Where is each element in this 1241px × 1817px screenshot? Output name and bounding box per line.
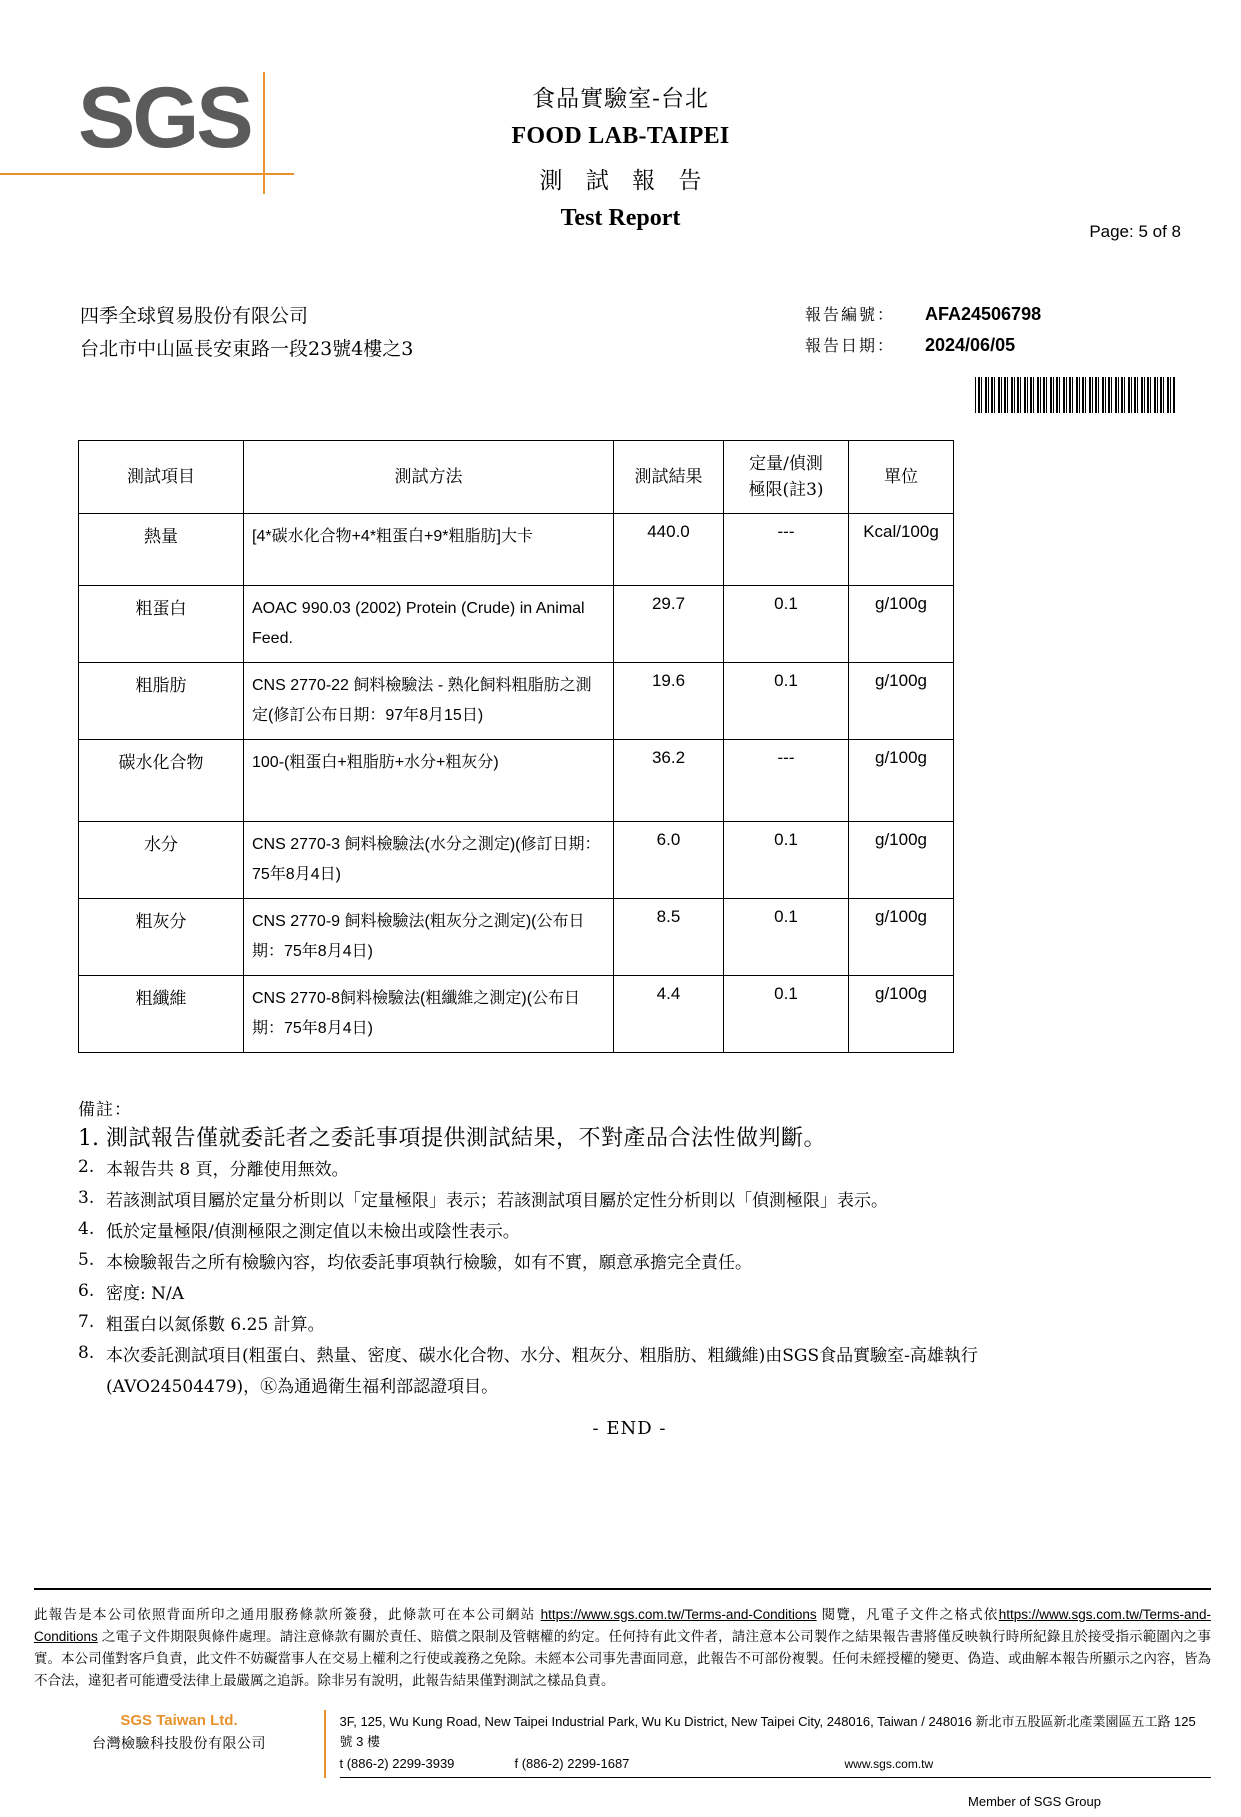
cell-item: 粗灰分	[79, 899, 244, 976]
address-en: 3F, 125, Wu Kung Road, New Taipei Industrial Park, Wu Ku District, New Taipei City, 248016, Taiwan	[339, 1713, 918, 1729]
cell-unit: g/100g	[849, 663, 954, 740]
note-number: 6.	[78, 1281, 95, 1301]
col-header-method: 測試方法	[244, 441, 614, 514]
disclaimer-text-3: 之電子文件期限與條件處理。請注意條款有關於責任、賠償之限制及管轄權的約定。任何持有此文件者，請注意本公司製作之結果報告書將僅反映執行時所紀錄且於接受指示範圍內之事實。本公司僅對客戶負責，此文件不妨礙當事人在交易上權利之行使或義務之免除。未經本公司事先書面同意，此報告不可部份複製。任何未經授權的變更、偽造、或曲解本報告所顯示之內容，皆為不合法，違犯者可能遭受法律上最嚴厲之追訴。除非另有說明，此報告結果僅對測試之樣品負責。	[34, 1628, 1211, 1688]
col-header-result: 測試結果	[614, 441, 724, 514]
cell-result: 29.7	[614, 586, 724, 663]
note-number: 1.	[78, 1126, 99, 1151]
footer-vertical-rule	[324, 1710, 326, 1778]
note-item-8-continuation: (AVO24504479)，Ⓚ為通過衛生福利部認證項目。	[106, 1377, 499, 1397]
report-number-value: AFA24506798	[925, 304, 1042, 324]
footer-sub-divider	[340, 1777, 1212, 1778]
footer-divider	[34, 1588, 1211, 1590]
note-text: 若該測試項目屬於定量分析則以「定量極限」表示；若該測試項目屬於定性分析則以「偵測極限」表示。	[106, 1191, 888, 1211]
cell-result: 6.0	[614, 822, 724, 899]
note-text: 測試報告僅就委託者之委託事項提供測試結果，不對產品合法性做判斷。	[106, 1126, 827, 1151]
note-item-6	[78, 1281, 1181, 1307]
note-item-2	[78, 1157, 1181, 1183]
client-block	[80, 300, 413, 366]
col-header-limit-line2: 極限(註3)	[748, 480, 824, 500]
client-address: 台北市中山區長安東路一段23號4樓之3	[80, 338, 414, 360]
note-item-5	[78, 1250, 1181, 1276]
cell-limit: 0.1	[724, 663, 849, 740]
cell-limit: 0.1	[724, 899, 849, 976]
cell-method: CNS 2770-22 飼料檢驗法 - 熟化飼料粗脂肪之測定(修訂公布日期：97年8月15日)	[244, 663, 614, 740]
report-date-label: 報告日期：	[805, 336, 896, 355]
footer-company-names	[34, 1710, 324, 1753]
terms-link-1[interactable]: https://www.sgs.com.tw/Terms-and-Conditions	[540, 1606, 817, 1622]
note-number: 5.	[78, 1250, 95, 1270]
document-title-en: Test Report	[560, 205, 681, 231]
cell-unit: Kcal/100g	[849, 514, 954, 586]
page-footer	[0, 1588, 1241, 1817]
report-meta-block	[805, 302, 1041, 364]
end-marker: - END -	[592, 1418, 667, 1439]
footer-disclaimer	[34, 1604, 1211, 1692]
footer-member-note: Member of SGS Group	[968, 1794, 1101, 1809]
report-date-value: 2024/06/05	[925, 335, 1016, 355]
note-item-7	[78, 1312, 1181, 1338]
disclaimer-text-1: 此報告是本公司依照背面所印之通用服務條款所簽發，此條款可在本公司網站	[34, 1606, 541, 1622]
col-header-unit: 單位	[849, 441, 954, 514]
cell-unit: g/100g	[849, 822, 954, 899]
table-row	[79, 663, 954, 740]
report-barcode	[975, 377, 1175, 413]
note-text: 密度: N/A	[106, 1284, 185, 1304]
notes-title: 備註：	[78, 1100, 132, 1120]
cell-unit: g/100g	[849, 740, 954, 822]
table-row	[79, 740, 954, 822]
cell-method: CNS 2770-3 飼料檢驗法(水分之測定)(修訂日期：75年8月4日)	[244, 822, 614, 899]
cell-method: AOAC 990.03 (2002) Protein (Crude) in Animal Feed.	[244, 586, 614, 663]
table-row	[79, 514, 954, 586]
note-text: 本次委託測試項目(粗蛋白、熱量、密度、碳水化合物、水分、粗灰分、粗脂肪、粗纖維)由SGS食品實驗室-高雄執行	[106, 1346, 978, 1366]
note-text: 本檢驗報告之所有檢驗內容，均依委託事項執行檢驗，如有不實，願意承擔完全責任。	[106, 1253, 752, 1273]
table-header-row	[79, 441, 954, 514]
cell-result: 440.0	[614, 514, 724, 586]
company-name-cn: 台灣檢驗科技股份有限公司	[92, 1735, 266, 1752]
address-cn: 248016 新北市五股區新北產業園區五工路 125 號 3 樓	[339, 1713, 1196, 1749]
report-title-block	[0, 80, 1241, 232]
company-name-en: SGS Taiwan Ltd.	[120, 1711, 238, 1729]
footer-website[interactable]: www.sgs.com.tw	[844, 1756, 934, 1771]
note-text: 低於定量極限/偵測極限之測定值以未檢出或陰性表示。	[106, 1222, 520, 1242]
results-table	[78, 440, 954, 1053]
table-row	[79, 976, 954, 1053]
cell-result: 36.2	[614, 740, 724, 822]
col-header-item: 測試項目	[79, 441, 244, 514]
footer-telephone: t (886-2) 2299-3939	[339, 1755, 455, 1771]
report-number-row	[805, 302, 1041, 325]
cell-method: 100-(粗蛋白+粗脂肪+水分+粗灰分)	[244, 740, 614, 822]
footer-company-block	[34, 1706, 1211, 1778]
note-item-4	[78, 1219, 1181, 1245]
table-row	[79, 586, 954, 663]
report-date-row	[805, 333, 1041, 356]
document-title-cn: 測 試 報 告	[539, 168, 710, 194]
report-number-label: 報告編號：	[805, 305, 896, 324]
lab-name-en: FOOD LAB-TAIPEI	[511, 123, 730, 149]
cell-limit: 0.1	[724, 822, 849, 899]
notes-section	[0, 1095, 1241, 1439]
cell-limit: ---	[724, 740, 849, 822]
note-item-3	[78, 1188, 1181, 1214]
footer-fax: f (886-2) 2299-1687	[514, 1755, 630, 1771]
page-indicator: Page: 5 of 8	[1089, 222, 1181, 241]
cell-item: 粗纖維	[79, 976, 244, 1053]
table-row	[79, 822, 954, 899]
cell-result: 4.4	[614, 976, 724, 1053]
client-name: 四季全球貿易股份有限公司	[80, 305, 309, 327]
footer-address-line	[340, 1712, 1212, 1752]
cell-limit: 0.1	[724, 976, 849, 1053]
note-number: 8.	[78, 1343, 95, 1363]
note-item-8	[78, 1343, 1181, 1369]
cell-method: CNS 2770-8飼料檢驗法(粗纖維之測定)(公布日期：75年8月4日)	[244, 976, 614, 1053]
cell-limit: ---	[724, 514, 849, 586]
cell-method: CNS 2770-9 飼料檢驗法(粗灰分之測定)(公布日期：75年8月4日)	[244, 899, 614, 976]
report-header	[0, 62, 1241, 262]
cell-unit: g/100g	[849, 899, 954, 976]
note-number: 4.	[78, 1219, 95, 1239]
cell-item: 粗蛋白	[79, 586, 244, 663]
cell-item: 熱量	[79, 514, 244, 586]
results-table-wrap	[0, 440, 1241, 1053]
address-separator: /	[921, 1713, 925, 1729]
sgs-logo-text: SGS	[78, 70, 251, 166]
report-info-section	[0, 300, 1241, 420]
table-row	[79, 899, 954, 976]
terms-link-2[interactable]: https://www.sgs.com.tw/Terms-and-Conditions	[34, 1606, 1211, 1644]
lab-name-cn: 食品實驗室-台北	[532, 86, 709, 112]
note-number: 3.	[78, 1188, 95, 1208]
cell-limit: 0.1	[724, 586, 849, 663]
col-header-limit-line1: 定量/偵測	[749, 454, 823, 474]
footer-contact-block	[340, 1710, 1212, 1778]
note-text: 粗蛋白以氮係數 6.25 計算。	[106, 1315, 325, 1335]
cell-item: 水分	[79, 822, 244, 899]
cell-result: 8.5	[614, 899, 724, 976]
note-text: 本報告共 8 頁，分離使用無效。	[106, 1160, 349, 1180]
footer-contact-line	[340, 1756, 1212, 1771]
results-table-body	[79, 514, 954, 1053]
cell-unit: g/100g	[849, 976, 954, 1053]
cell-method: [4*碳水化合物+4*粗蛋白+9*粗脂肪]大卡	[244, 514, 614, 586]
cell-result: 19.6	[614, 663, 724, 740]
cell-item: 粗脂肪	[79, 663, 244, 740]
note-item-1	[78, 1126, 1181, 1152]
disclaimer-text-2: 閱覽，凡電子文件之格式依	[816, 1606, 999, 1622]
cell-item: 碳水化合物	[79, 740, 244, 822]
report-page	[0, 62, 1241, 1817]
note-number: 2.	[78, 1157, 95, 1177]
col-header-limit	[724, 441, 849, 514]
cell-unit: g/100g	[849, 586, 954, 663]
note-number: 7.	[78, 1312, 95, 1332]
